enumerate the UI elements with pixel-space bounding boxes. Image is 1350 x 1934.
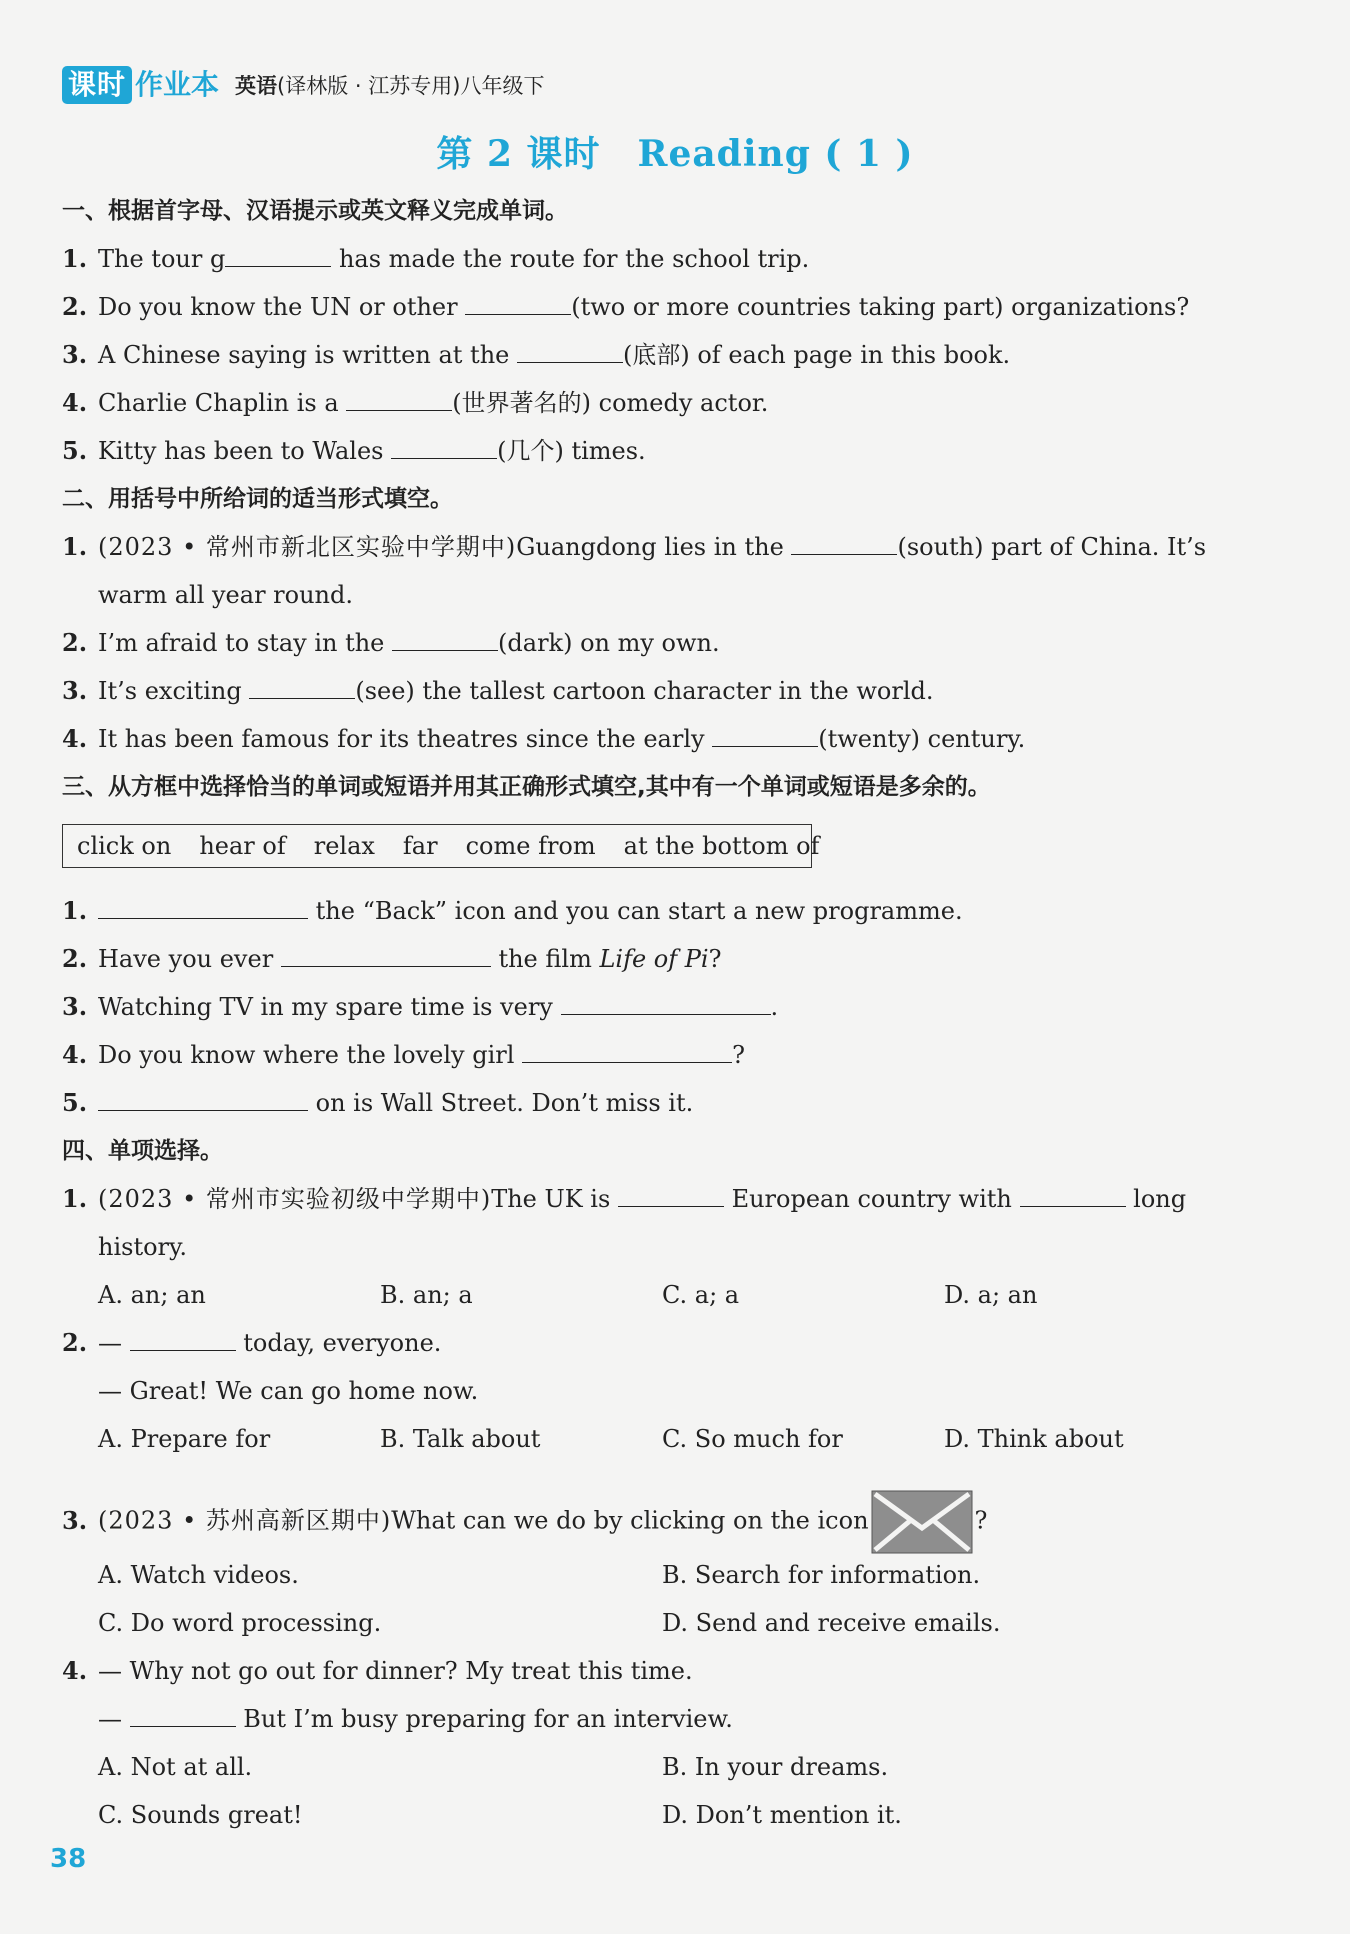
word-bank-item: relax	[313, 832, 375, 860]
part2-question-4: 4. It has been famous for its theatres since the early (twenty) century.	[62, 724, 1026, 753]
part4-question-3: 3. (2023 • 苏州高新区期中)What can we do by clicking on the icon ?	[62, 1490, 987, 1554]
option-b[interactable]: B. In your dreams.	[662, 1753, 889, 1781]
word-bank-item: click on	[77, 832, 172, 860]
option-c[interactable]: C. Do word processing.	[98, 1609, 382, 1637]
part1-question-5: 5. Kitty has been to Wales (几个) times.	[62, 436, 646, 465]
option-a[interactable]: A. Prepare for	[98, 1425, 271, 1453]
part3-question-5: 5. on is Wall Street. Don’t miss it.	[62, 1088, 694, 1117]
option-d[interactable]: D. Send and receive emails.	[662, 1609, 1001, 1637]
part3-question-2: 2. Have you ever the film Life of Pi?	[62, 944, 722, 973]
word-bank-box	[62, 824, 820, 868]
edition-label: (译林版 · 江苏专用)八年级下	[277, 74, 545, 98]
part1-question-2: 2. Do you know the UN or other (two or more countries taking part) organizations?	[62, 292, 1190, 321]
part2-question-1: 1. (2023 • 常州市新北区实验中学期中)Guangdong lies in the (south) part of China. It’s	[62, 532, 1207, 561]
answer-blank[interactable]	[618, 1184, 724, 1207]
answer-blank[interactable]	[225, 244, 331, 267]
answer-blank[interactable]	[98, 896, 308, 919]
answer-blank[interactable]	[522, 1040, 732, 1063]
option-a[interactable]: A. an; an	[98, 1281, 206, 1309]
part4-question-1-continued: history.	[98, 1233, 188, 1261]
section-1-heading: 一、根据首字母、汉语提示或英文释义完成单词。	[62, 198, 568, 224]
answer-blank[interactable]	[1020, 1184, 1126, 1207]
part2-question-1-continued: warm all year round.	[98, 581, 353, 609]
answer-blank[interactable]	[391, 436, 497, 459]
part1-question-4: 4. Charlie Chaplin is a (世界著名的) comedy actor.	[62, 388, 769, 417]
subject-label: 英语	[235, 74, 278, 98]
answer-blank[interactable]	[98, 1088, 308, 1111]
option-b[interactable]: B. an; a	[380, 1281, 473, 1309]
book-logo: 课时	[62, 66, 132, 104]
option-c[interactable]: C. So much for	[662, 1425, 843, 1453]
book-logo-text: 作业本	[135, 68, 220, 101]
part4-question-2: 2. — today, everyone.	[62, 1328, 442, 1357]
answer-blank[interactable]	[130, 1704, 236, 1727]
answer-blank[interactable]	[517, 340, 623, 363]
answer-blank[interactable]	[712, 724, 818, 747]
question-source: (2023 • 常州市实验初级中学期中)	[98, 1185, 492, 1213]
option-c[interactable]: C. Sounds great!	[98, 1801, 303, 1829]
part4-question-2-response: — Great! We can go home now.	[98, 1377, 479, 1405]
word-bank-item: hear of	[199, 832, 286, 860]
envelope-icon	[871, 1490, 973, 1554]
section-2-heading: 二、用括号中所给词的适当形式填空。	[62, 486, 453, 512]
book-header	[62, 66, 544, 104]
answer-blank[interactable]	[281, 944, 491, 967]
option-d[interactable]: D. a; an	[944, 1281, 1038, 1309]
answer-blank[interactable]	[791, 532, 897, 555]
part2-question-3: 3. It’s exciting (see) the tallest cartoon character in the world.	[62, 676, 934, 705]
part4-question-1: 1. (2023 • 常州市实验初级中学期中)The UK is European country with long	[62, 1184, 1187, 1213]
part3-question-1: 1. the “Back” icon and you can start a new programme.	[62, 896, 963, 925]
part1-question-1: 1. The tour g has made the route for the school trip.	[62, 244, 810, 273]
answer-blank[interactable]	[561, 992, 771, 1015]
option-a[interactable]: A. Watch videos.	[98, 1561, 299, 1589]
option-d[interactable]: D. Don’t mention it.	[662, 1801, 902, 1829]
section-3-heading: 三、从方框中选择恰当的单词或短语并用其正确形式填空,其中有一个单词或短语是多余的。	[62, 774, 991, 800]
book-subtitle	[235, 70, 544, 100]
answer-blank[interactable]	[392, 628, 498, 651]
option-a[interactable]: A. Not at all.	[98, 1753, 253, 1781]
page-number: 38	[50, 1844, 87, 1874]
part3-question-3: 3. Watching TV in my spare time is very .	[62, 992, 779, 1021]
answer-blank[interactable]	[130, 1328, 236, 1351]
part4-question-4: 4. — Why not go out for dinner? My treat this time.	[62, 1656, 693, 1685]
answer-blank[interactable]	[346, 388, 452, 411]
answer-blank[interactable]	[249, 676, 355, 699]
answer-blank[interactable]	[465, 292, 571, 315]
option-b[interactable]: B. Search for information.	[662, 1561, 981, 1589]
option-c[interactable]: C. a; a	[662, 1281, 740, 1309]
film-title: Life of Pi	[599, 945, 709, 973]
option-d[interactable]: D. Think about	[944, 1425, 1124, 1453]
word-bank-item: far	[402, 832, 438, 860]
lesson-title: 第 2 课时 Reading ( 1 )	[436, 133, 914, 175]
question-source: (2023 • 常州市新北区实验中学期中)	[98, 533, 517, 561]
part4-question-4-response: — But I’m busy preparing for an interview.	[98, 1705, 733, 1733]
word-bank-item: at the bottom of	[623, 832, 820, 860]
part2-question-2: 2. I’m afraid to stay in the (dark) on my own.	[62, 628, 720, 657]
option-b[interactable]: B. Talk about	[380, 1425, 541, 1453]
word-bank-item: come from	[465, 832, 596, 860]
part3-question-4: 4. Do you know where the lovely girl ?	[62, 1040, 745, 1069]
part1-question-3: 3. A Chinese saying is written at the (底部) of each page in this book.	[62, 340, 1011, 369]
section-4-heading: 四、单项选择。	[62, 1138, 223, 1164]
question-source: (2023 • 苏州高新区期中)	[98, 1506, 392, 1535]
